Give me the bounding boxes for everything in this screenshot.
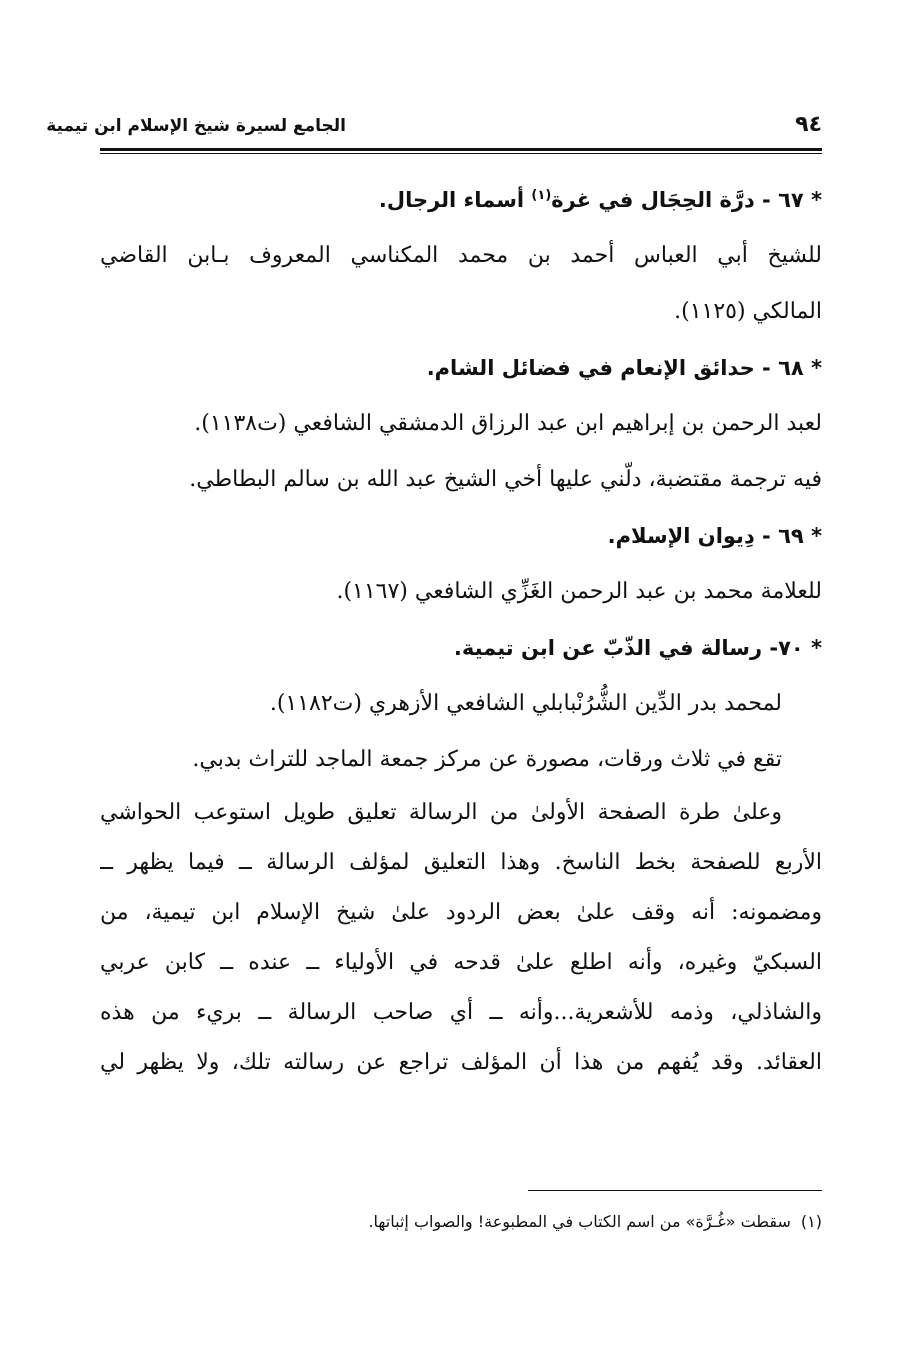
paragraph-line-6: العقائد. وقد يُفهم من هذا أن المؤلف تراجع عن رسالته تلك، ولا يظهر لي (100, 1050, 822, 1075)
page-number: ٩٤ (795, 112, 822, 137)
entry-69-text-line-1: للعلامة محمد بن عبد الرحمن الغَزِّي الشافعي (١١٦٧). (336, 579, 822, 604)
footnote-separator (528, 1190, 822, 1191)
entry-68-title: * ٦٨ - حدائق الإنعام في فضائل الشام. (426, 356, 822, 380)
entry-67-text-line-2: المالكي (١١٢٥). (674, 299, 822, 324)
header-rule-thin (100, 153, 822, 154)
entry-68-text-line-1: لعبد الرحمن بن إبراهيم ابن عبد الرزاق الدمشقي الشافعي (ت١١٣٨). (194, 411, 822, 436)
entry-67-text-line-1: للشيخ أبي العباس أحمد بن محمد المكناسي المعروف بـابن القاضي (100, 243, 822, 268)
paragraph-line-3: ومضمونه: أنه وقف علىٰ بعض الردود علىٰ شيخ الإسلام ابن تيمية، من (100, 900, 822, 925)
entry-68-text-line-2: فيه ترجمة مقتضبة، دلّني عليها أخي الشيخ عبد الله بن سالم البطاطي. (189, 467, 822, 492)
main-text (100, 168, 822, 1088)
entry-70-text-line-2: تقع في ثلاث ورقات، مصورة عن مركز جمعة الماجد للتراث بدبي. (192, 747, 782, 772)
entry-69-title: * ٦٩ - دِيوان الإسلام. (607, 524, 822, 548)
footnote (100, 1208, 822, 1236)
header-rule-thick (100, 148, 822, 151)
footnote-number: (١) (800, 1212, 822, 1231)
paragraph-line-5: والشاذلي، وذمه للأشعرية...وأنه ــ أي صاحب الرسالة ــ بريء من هذه (100, 1000, 822, 1025)
entry-70-title: * ٧٠- رسالة في الذّبّ عن ابن تيمية. (453, 636, 822, 660)
running-title: الجامع لسيرة شيخ الإسلام ابن تيمية (46, 116, 346, 136)
paragraph-line-4: السبكيّ وغيره، وأنه اطلع علىٰ قدحه في الأولياء ــ عنده ــ كابن عربي (100, 950, 822, 975)
footnote-ref[interactable]: (١) (531, 188, 552, 203)
paragraph-line-2: الأربع للصفحة بخط الناسخ. وهذا التعليق لمؤلف الرسالة ــ فيما يظهر ــ (100, 850, 822, 875)
paragraph-line-1: وعلىٰ طرة الصفحة الأولىٰ من الرسالة تعليق طويل استوعب الحواشي (100, 800, 782, 825)
running-header (46, 112, 822, 146)
entry-70-text-line-1: لمحمد بدر الدِّين الشُّرُنْبابلي الشافعي الأزهري (ت١١٨٢). (269, 691, 782, 716)
entry-67-title: * ٦٧ - درَّة الحِجَال في غرة$^{(١)}$ أسماء الرجال. (378, 188, 822, 212)
footnote-text: سقطت «غُـرَّة» من اسم الكتاب في المطبوعة! والصواب إثباتها. (368, 1212, 791, 1231)
